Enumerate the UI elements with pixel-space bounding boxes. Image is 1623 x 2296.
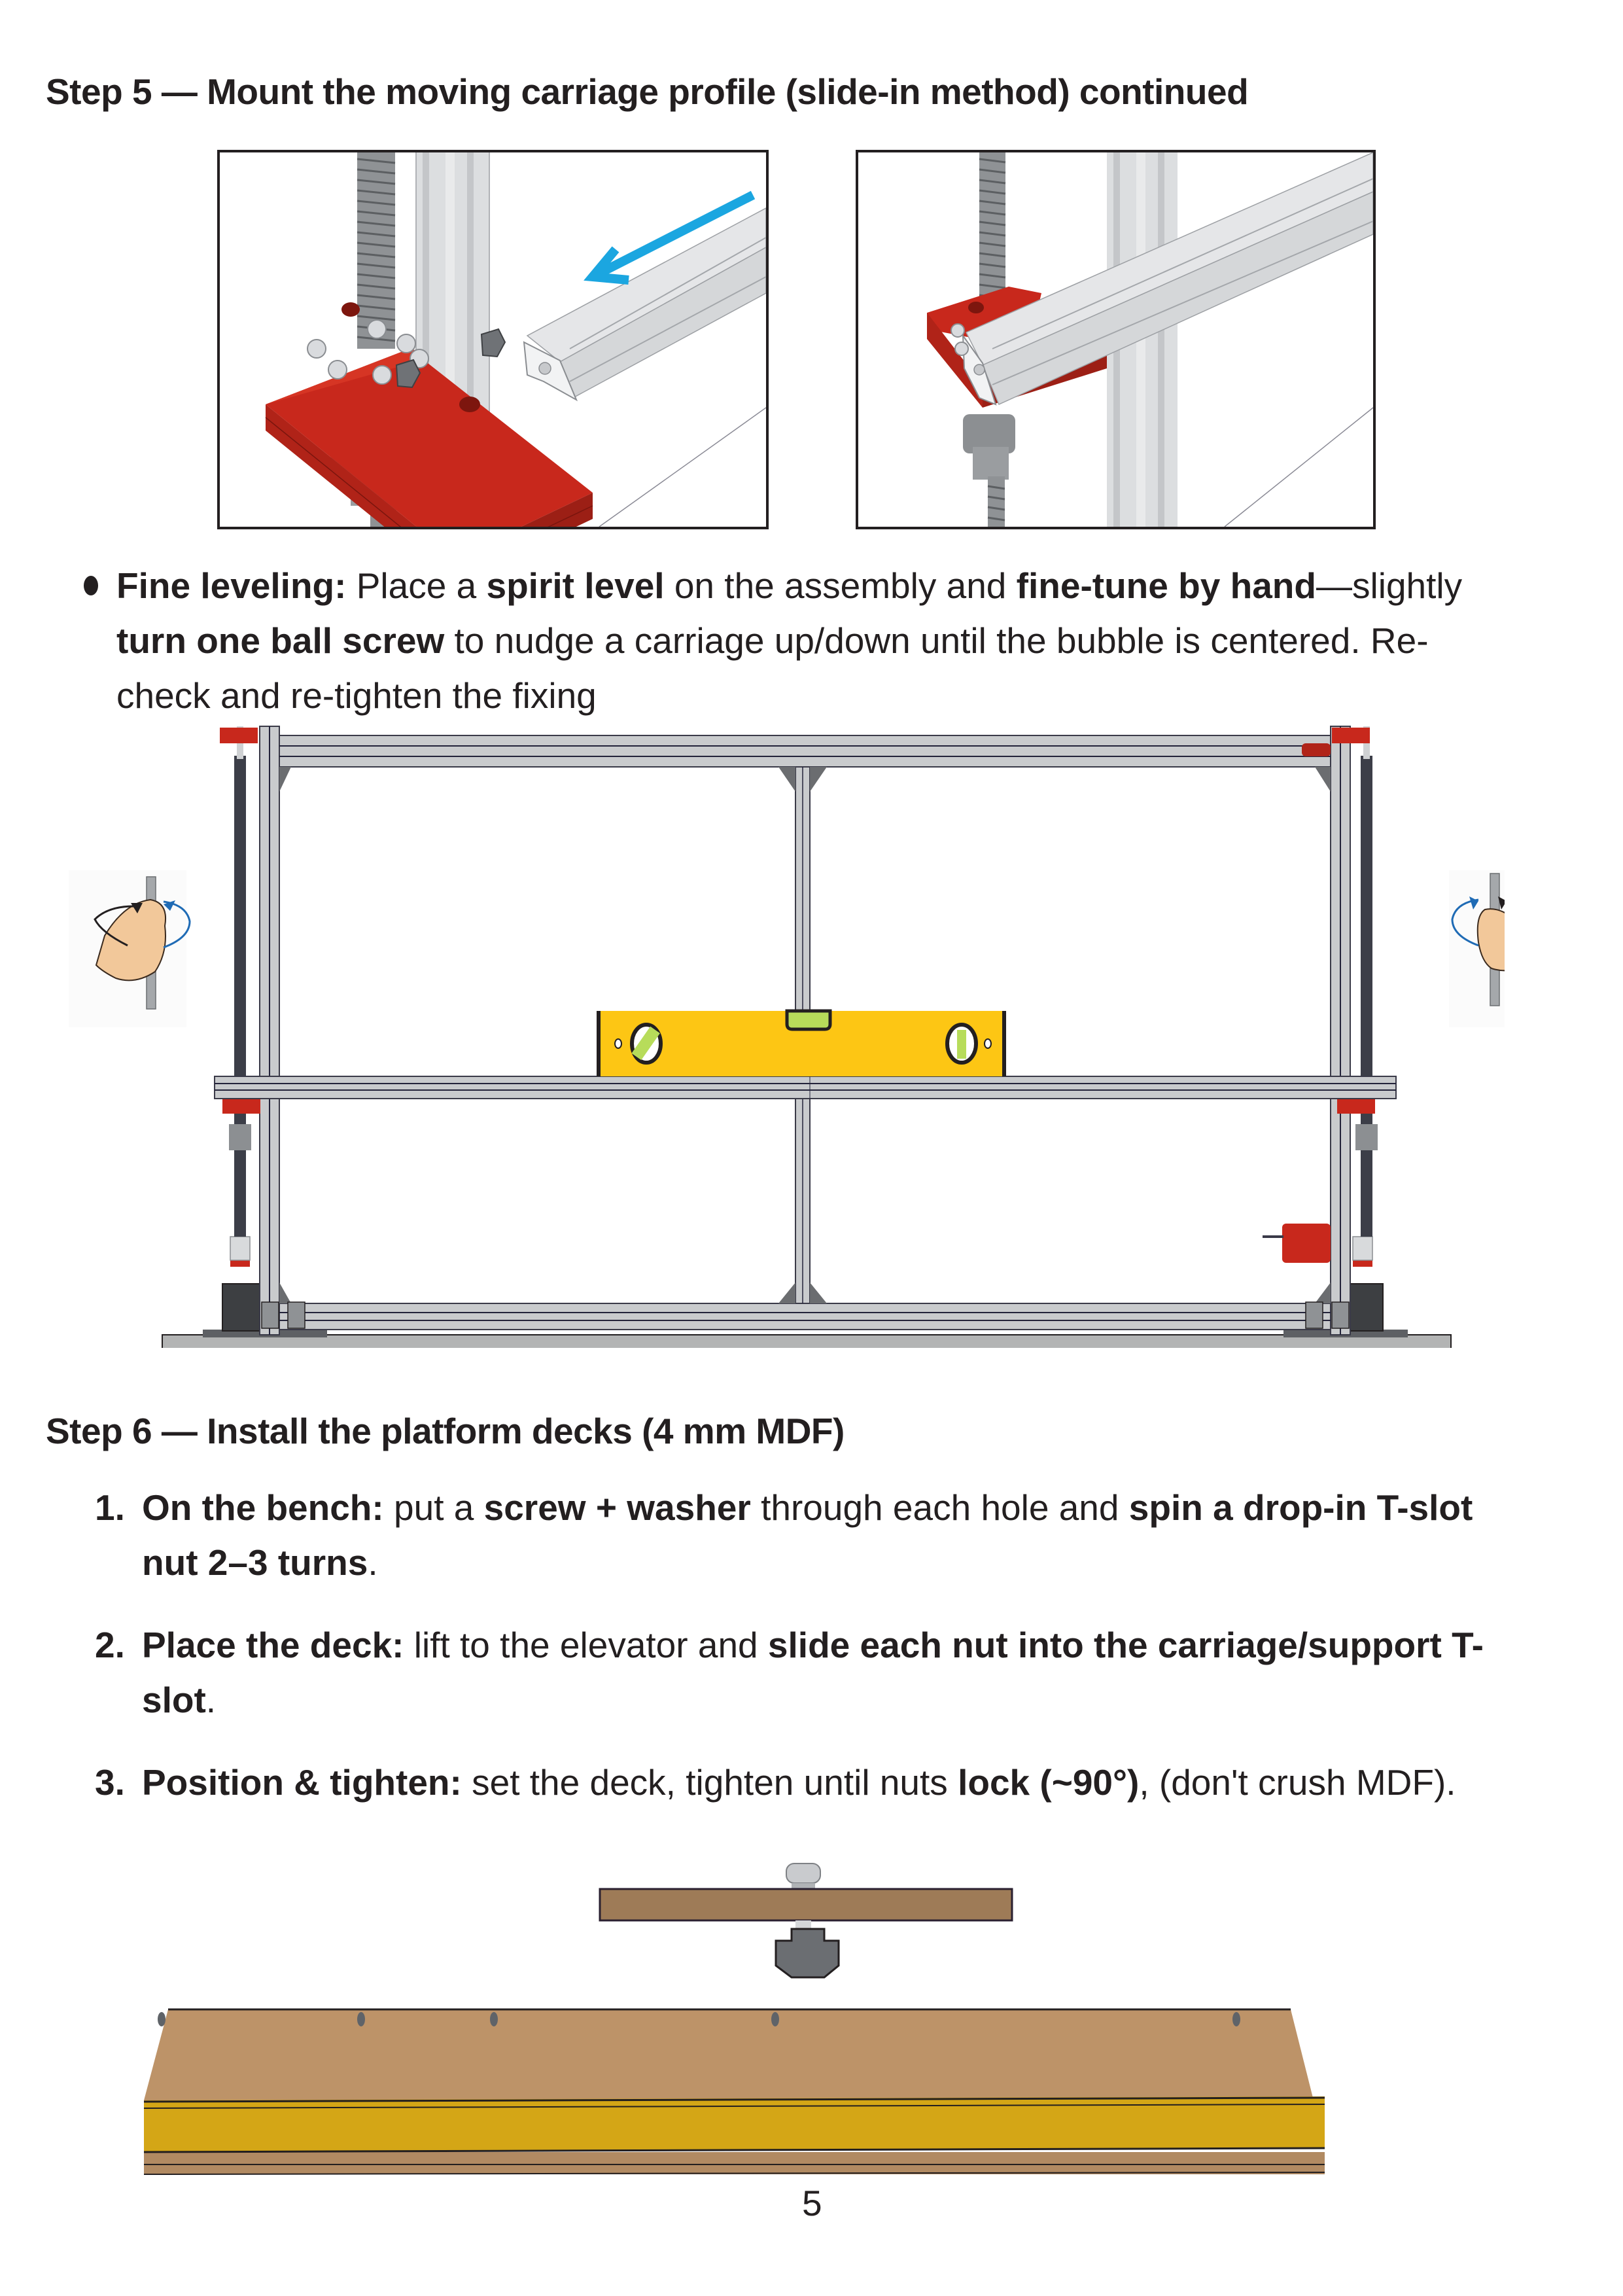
figure-slide-in-before [217, 150, 769, 529]
frame-with-spirit-level-illustration [65, 720, 1505, 1348]
carriage-mounted-illustration [858, 152, 1373, 527]
item-text: Place the deck: lift to the elevator and slide each nut into the carriage/support T- slot. [142, 1625, 1484, 1720]
hand-turning-screw-right-icon [1449, 870, 1505, 1027]
bullet-line-2: turn one ball screw to nudge a carriage up/down until the bubble is centered. Re- [116, 620, 1429, 661]
page-number: 5 [802, 2183, 822, 2223]
step5-heading: Step 5 — Mount the moving carriage profile (slide-in method) continued [46, 71, 1249, 112]
spirit-level-icon [597, 1011, 1006, 1076]
bullet-line-1: Fine leveling: Place a spirit level on the assembly and fine-tune by hand—slightly [116, 565, 1463, 606]
item-text: On the bench: put a screw + washer through each hole and spin a drop-in T-slot nut 2–3 turns. [142, 1487, 1473, 1583]
step6-item-3 [95, 1755, 1560, 1814]
bullet-dot [84, 559, 98, 595]
bullet-line-3: check and re-tighten the fixing [116, 675, 597, 716]
step6-heading: Step 6 — Install the platform decks (4 mm MDF) [46, 1411, 845, 1451]
hand-turning-screw-left-icon [69, 870, 190, 1027]
deck-with-tslot-nut-illustration [131, 1845, 1505, 2185]
screw-icon [786, 1863, 820, 1890]
figure-deck-install [131, 1845, 1505, 2185]
item-number: 2. [95, 1625, 125, 1665]
item-number: 1. [95, 1487, 125, 1528]
figure-frame-leveling [65, 720, 1505, 1348]
figure-slide-in-after [856, 150, 1376, 529]
step6-item-2 [95, 1617, 1560, 1729]
item-text: Position & tighten: set the deck, tighten until nuts lock (~90°), (don't crush MDF). [142, 1762, 1456, 1803]
carriage-slide-in-illustration [220, 152, 766, 527]
item-number: 3. [95, 1762, 125, 1803]
tslot-nut-icon [776, 1929, 839, 1977]
fine-leveling-paragraph [116, 558, 1582, 723]
step6-item-1 [95, 1480, 1560, 1591]
